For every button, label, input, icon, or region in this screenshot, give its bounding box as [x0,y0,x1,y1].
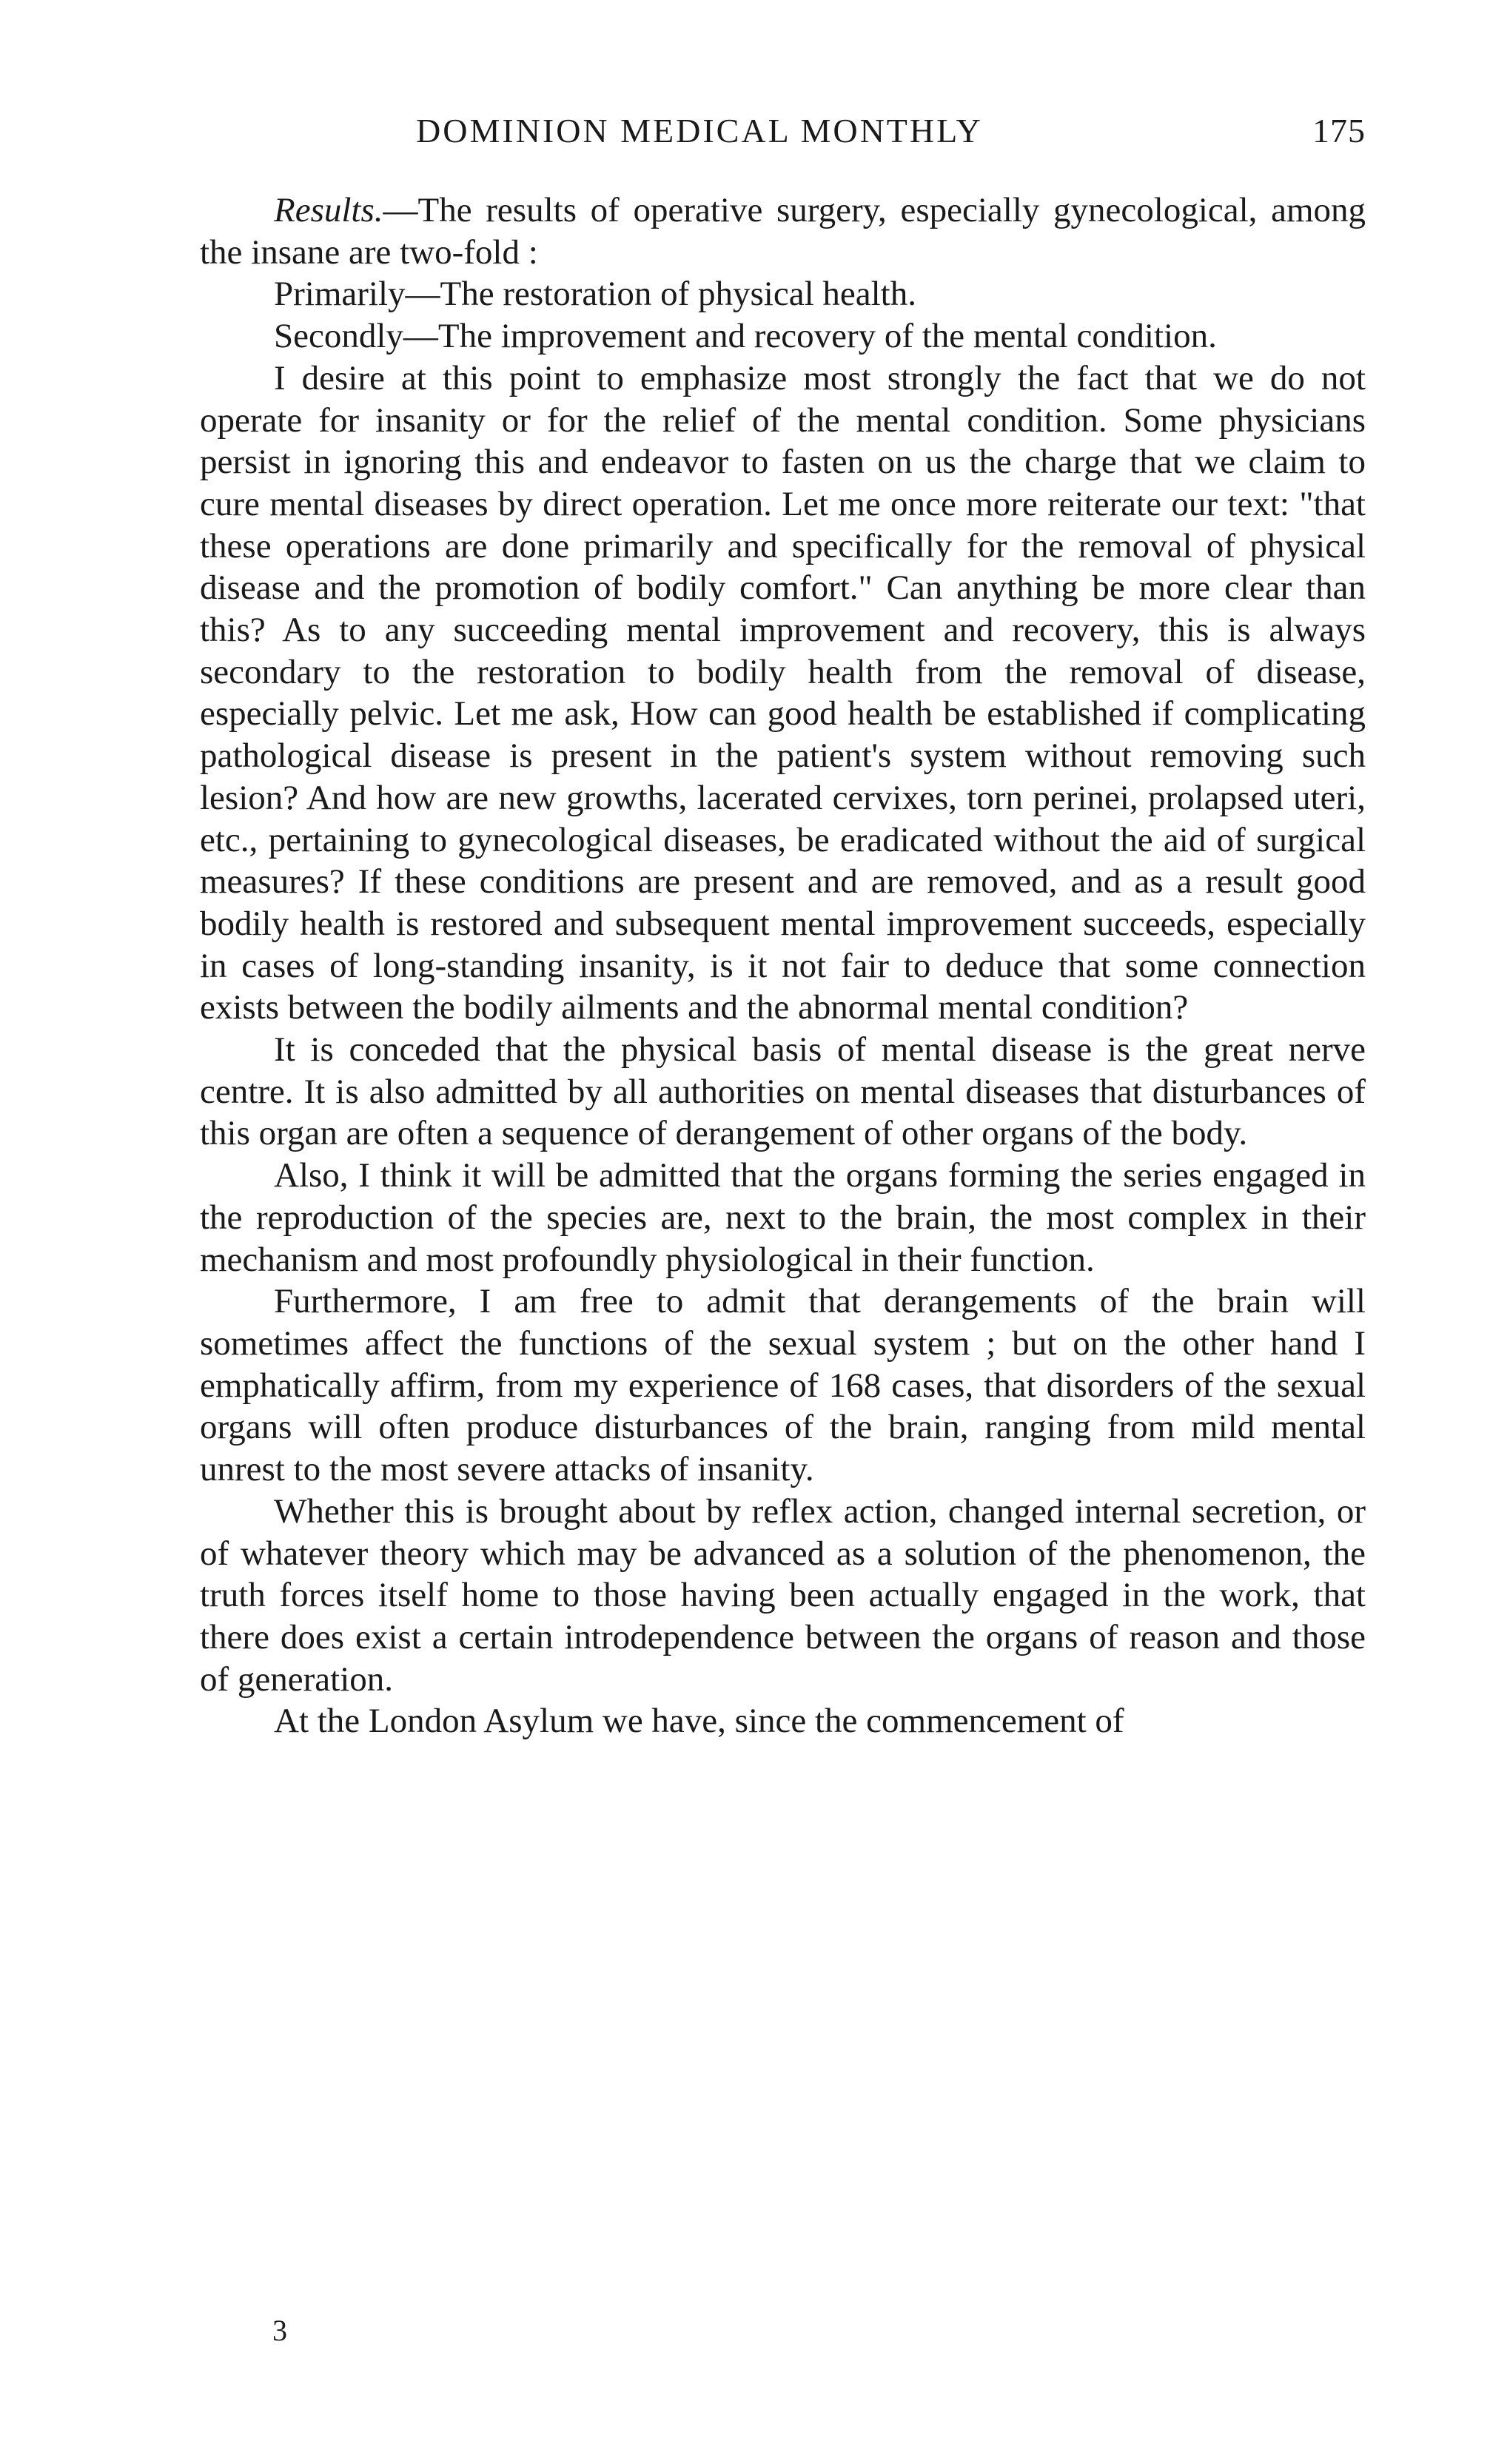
journal-page [200,111,1366,2391]
page-number: 175 [1312,112,1366,150]
paragraph-results-text: —The results of operative surgery, especially gynecological, among the insane are two-fold : [200,191,1366,272]
results-heading: Results. [274,191,383,229]
article-body [200,189,1366,1742]
paragraph-reflex-action: Whether this is brought about by reflex action, changed internal secretion, or of whatever theory which may be advanced as a solution of the phenomenon, the truth forces itself home to those having been actually engaged in the work, that there does exist a certain introdependence between the organs of reason and those of generation. [200,1491,1366,1699]
paragraph-emphasis: I desire at this point to emphasize most strongly the fact that we do not operate for insanity or for the relief of the mental condition. Some physicians persist in ignoring this and endeavor to fasten on us the charge that we claim to cure mental diseases by direct operation. Let me once more reiterate our text: "that these operations are done primarily and specifically for the removal of physical disease and the promotion of bodily comfort." Can anything be more clear than this? As to any succeeding mental improvement and recovery, this is always secondary to the restoration to bodily health from the removal of disease, especially pelvic. Let me ask, How can good health be established if complicating pathological disease is present in the patient's system without removing such lesion? And how are new growths, lacerated cervixes, torn perinei, prolapsed uteri, etc., pertaining to gynecological diseases, be eradicated without the aid of surgical measures? If these conditions are present and are removed, and as a result good bodily health is restored and subsequent mental improvement succeeds, especially in cases of long-standing insanity, is it not fair to deduce that some connection exists between the bodily ailments and the abnormal mental condition? [200,358,1366,1027]
paragraph-london-asylum: At the London Asylum we have, since the commencement of [274,1702,1124,1741]
paragraph-reproductive-organs: Also, I think it will be admitted that the organs forming the series engaged in the reproduction of the species are, next to the brain, the most complex in their mechanism and most profoundly physiological in their function. [200,1156,1366,1279]
paragraph-secondly: Secondly—The improvement and recovery of the mental condition. [274,317,1217,356]
paragraph-results [200,189,1366,273]
signature-mark: 3 [272,2314,287,2347]
paragraph-primarily: Primarily—The restoration of physical health. [274,275,916,314]
running-head [200,111,1366,170]
paragraph-derangements: Furthermore, I am free to admit that derangements of the brain will sometimes affect the functions of the sexual system ; but on the other hand I emphatically affirm, from my experience of 168 cases, that disorders of the sexual organs will often produce disturbances of the brain, ranging from mild mental unrest to the most severe attacks of insanity. [200,1282,1366,1489]
journal-title: DOMINION MEDICAL MONTHLY [416,112,983,150]
paragraph-nerve-centre: It is conceded that the physical basis of mental disease is the great nerve centre. It is also admitted by all authorities on mental diseases that disturbances of this organ are often a sequence of derangement of other organs of the body. [200,1030,1366,1153]
